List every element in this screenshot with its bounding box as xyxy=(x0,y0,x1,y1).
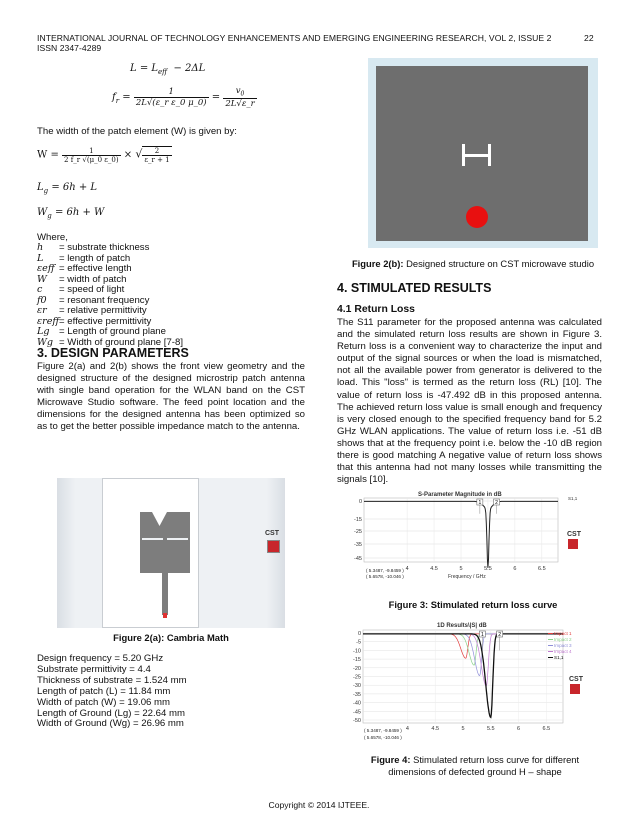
x-tick-label: 4.5 xyxy=(431,726,440,732)
marker-readout-1: ( 5.3487, -9.8459 ) xyxy=(366,568,404,573)
marker-readout-2: ( 5.6578, -10.046 ) xyxy=(364,735,402,740)
symbol-item: L = length of patch xyxy=(37,252,131,264)
marker-readout-2: ( 5.6578, -10.046 ) xyxy=(366,574,404,579)
parameter-item: Width of patch (W) = 19.06 mm xyxy=(37,696,171,708)
y-tick-label: -15 xyxy=(354,517,362,523)
x-tick-label: 6.5 xyxy=(538,566,546,572)
design-paragraph: Figure 2(a) and 2(b) shows the front view geometry and the designed structure of the designed microstrip patch antenna with single band operation for the WLAN band on the CST Microwave Studio software. The feed point location and the dimensions for the designed antenna has been optimized so as to get the better possible impedance match to the antenna. xyxy=(37,361,305,433)
y-tick-label: 0 xyxy=(357,631,361,637)
marker-label: 2 xyxy=(498,631,502,638)
marker-label: 2 xyxy=(495,499,498,506)
equation-length: $L = L_{eff} - 2\Delta L$ xyxy=(130,63,206,76)
equation-ground-width: $W_g = 6h + W$ xyxy=(37,207,105,220)
y-tick-label: -50 xyxy=(353,718,361,724)
section-heading-design: 3. DESIGN PARAMETERS xyxy=(37,346,189,360)
figure-2a-caption: Figure 2(a): Cambria Math xyxy=(113,632,229,643)
legend-entry: S1,1 xyxy=(568,496,578,501)
equation-width: W = $\frac{1}{2 f\_r √(\mu\_0 \varepsilon\_0)}$ × √ $\frac{2}{\varepsilon\_r + 1}$ xyxy=(37,146,170,164)
figure-2b-image xyxy=(368,58,598,248)
y-tick-label: -15 xyxy=(353,657,361,664)
x-tick-label: 5.5 xyxy=(486,726,495,732)
symbol-item: Wg = Width of ground plane [7-8] xyxy=(37,336,183,348)
parameter-item: Substrate permittivity = 4.4 xyxy=(37,663,151,675)
y-tick-label: 0 xyxy=(358,499,362,505)
x-tick-label: 4.5 xyxy=(430,566,438,572)
figure-3-chart xyxy=(345,488,583,588)
figure-2b-caption: Figure 2(b): Designed structure on CST microwave studio xyxy=(351,258,595,269)
x-tick-label: 6 xyxy=(517,726,521,732)
subsection-heading-return-loss: 4.1 Return Loss xyxy=(337,304,415,315)
parameter-item: Width of Ground (Wg) = 26.96 mm xyxy=(37,718,184,730)
y-tick-label: -40 xyxy=(353,700,361,707)
cst-logo: CST xyxy=(567,531,581,538)
figure-4-caption: Figure 4: Stimulated return loss curve for different dimensions of defected ground H – shape xyxy=(370,754,580,777)
symbol-item: Lg = Length of ground plane xyxy=(37,326,166,337)
symbol-item: εreff= effective permittivity xyxy=(37,315,152,327)
marker-label: 1 xyxy=(478,499,482,506)
ground-plane xyxy=(376,66,588,241)
cst-logo: CST xyxy=(265,530,279,537)
parameter-item: Length of patch (L) = 11.84 mm xyxy=(37,685,171,697)
x-tick-label: 4 xyxy=(405,566,409,572)
y-tick-label: -30 xyxy=(353,683,361,690)
patch xyxy=(140,512,190,573)
legend-entry: Impact 1 xyxy=(554,631,572,636)
width-intro: The width of the patch element (W) is given by: xyxy=(37,126,237,137)
symbol-item: h = substrate thickness xyxy=(37,242,150,253)
page-number: 22 xyxy=(584,33,594,43)
y-tick-label: -25 xyxy=(353,674,361,681)
legend-entry: Impact 4 xyxy=(554,649,572,654)
cst-logo-icon xyxy=(267,540,280,553)
feed-point xyxy=(163,613,167,618)
marker-readout-1: ( 5.3487, -9.8459 ) xyxy=(364,728,402,733)
feed-line xyxy=(162,573,168,615)
legend-entry: S1,1 xyxy=(554,655,564,660)
y-tick-label: -35 xyxy=(353,691,361,698)
cst-logo-icon xyxy=(570,684,580,694)
x-axis-label: Frequency / GHz xyxy=(448,574,486,580)
cst-logo: CST xyxy=(569,676,583,683)
parameter-item: Thickness of substrate = 1.524 mm xyxy=(37,674,187,686)
parameter-item: Length of Ground (Lg) = 22.64 mm xyxy=(37,707,185,719)
equation-ground-length: $L_g = 6h + L$ xyxy=(37,182,98,195)
legend-entry: Impact 3 xyxy=(554,643,572,648)
symbol-item: εr = relative permittivity xyxy=(37,305,147,316)
y-tick-label: -45 xyxy=(354,556,362,562)
figure-2a-image xyxy=(57,478,285,628)
section-heading-results: 4. STIMULATED RESULTS xyxy=(337,281,492,295)
chart-title: S-Parameter Magnitude in dB xyxy=(418,492,502,498)
y-tick-label: -35 xyxy=(354,542,362,548)
parameter-list xyxy=(37,654,187,730)
marker-label: 1 xyxy=(481,631,484,638)
y-tick-label: -45 xyxy=(353,709,361,716)
symbol-item: f0 = resonant frequency xyxy=(37,294,150,306)
y-tick-label: -20 xyxy=(353,665,361,672)
issn: ISSN 2347-4289 xyxy=(37,43,102,53)
x-tick-label: 4 xyxy=(405,726,409,732)
symbol-list xyxy=(37,243,183,348)
parameter-item: Design frequency = 5.20 GHz xyxy=(37,653,164,664)
symbol-item: c = speed of light xyxy=(37,284,125,295)
legend-entry: Impact 2 xyxy=(554,637,572,642)
figure-4-chart xyxy=(345,619,585,749)
y-tick-label: -25 xyxy=(354,529,362,535)
cst-logo-icon xyxy=(568,539,578,549)
x-tick-label: 6 xyxy=(513,566,517,572)
y-tick-label: -10 xyxy=(353,648,361,655)
x-tick-label: 5 xyxy=(459,566,463,572)
x-tick-label: 5.5 xyxy=(484,566,492,572)
chart-title: 1D Results\|S| dB xyxy=(437,623,487,629)
figure-3-caption: Figure 3: Stimulated return loss curve xyxy=(388,599,558,610)
symbol-item: W = width of patch xyxy=(37,273,127,285)
journal-title: INTERNATIONAL JOURNAL OF TECHNOLOGY ENHANCEMENTS AND EMERGING ENGINEERING RESEARCH, VOL 2, ISSUE 2 xyxy=(37,33,552,43)
results-paragraph: The S11 parameter for the proposed antenna was calculated and the simulated return loss results are shown in Figure 3. Return loss is a convenient way to characterize the input and output of the signal sources or when the load is mismatched, not all the available power from generator is delivered to the load. This "loss" is termed as the return loss (RL) [10]. The value of return loss is -47.492 dB in this proposed antenna. The achieved return loss value is small enough and frequency is very closed enough to the specified frequency band for 5.2 GHz WLAN applications. The value of return loss i.e. -51 dB shows that at the frequency point i.e. below the -10 dB region there is good matching A negative value of return loss shows that this antenna had not many losses while transmitting the signals [10]. xyxy=(337,317,602,486)
where-title: Where, xyxy=(37,232,68,243)
x-tick-label: 6.5 xyxy=(542,726,551,732)
symbol-item: εeff = effective length xyxy=(37,263,132,274)
y-tick-label: -5 xyxy=(356,639,361,646)
equation-resonant-frequency: $f_r$ = $\frac{1}{\text{2L√(ε\_r ε\_0 μ\_0)}}$ = $\frac{v_0}{2L√\varepsilon\_r}$ xyxy=(112,86,255,109)
copyright: Copyright © 2014 IJTEEE. xyxy=(268,800,370,810)
x-tick-label: 5 xyxy=(461,726,465,732)
